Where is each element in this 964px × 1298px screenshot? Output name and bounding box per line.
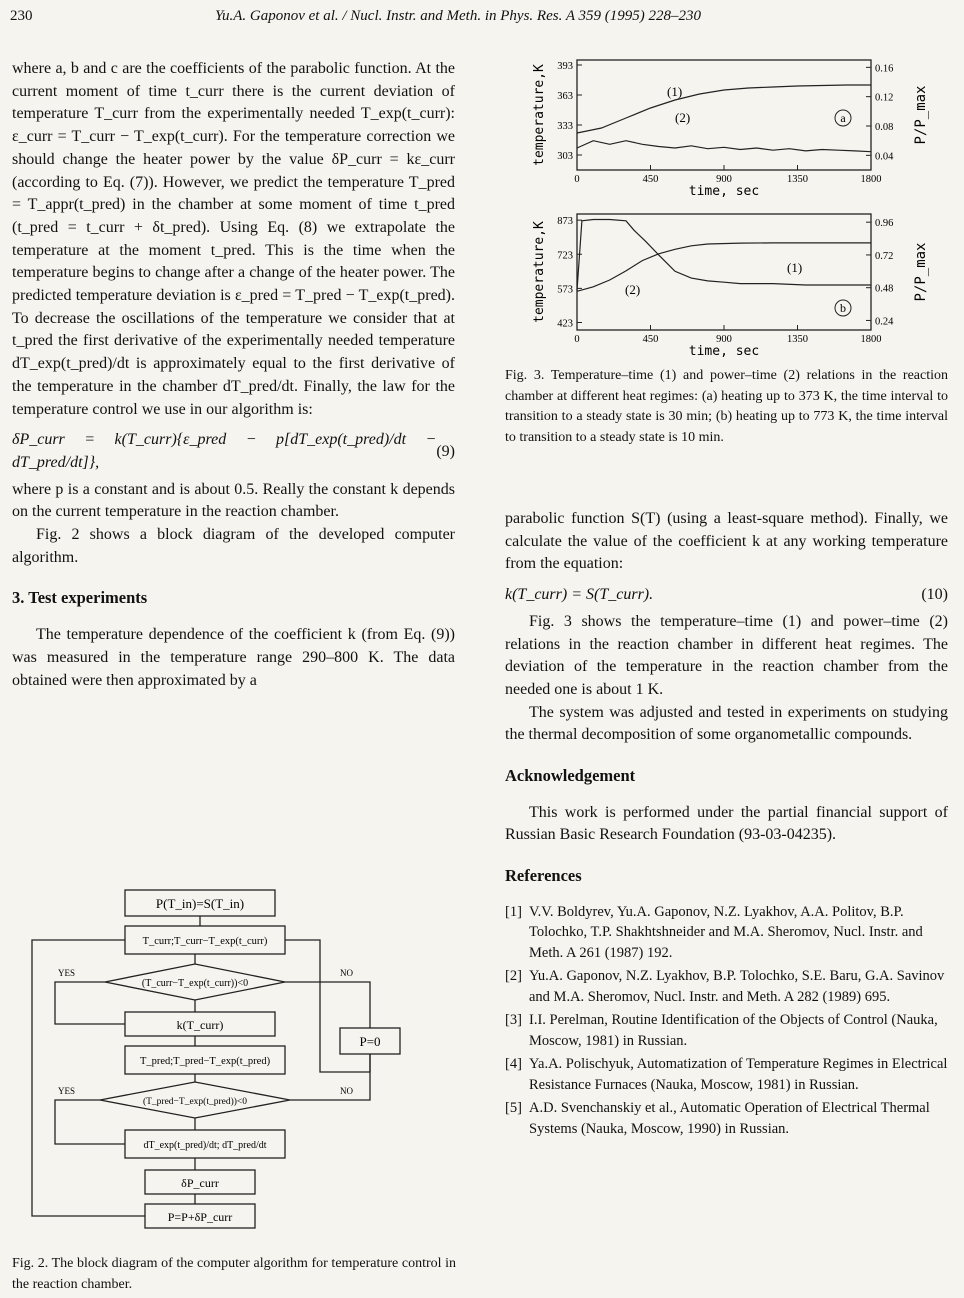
reference-list xyxy=(505,902,948,1140)
page-number: 230 xyxy=(10,8,33,24)
right-column xyxy=(505,508,948,1142)
running-header xyxy=(10,8,954,30)
y2-tick-label: 0.72 xyxy=(875,250,894,262)
y-axis-label: temperature,K xyxy=(532,221,547,323)
reference-item xyxy=(505,1054,948,1095)
x-tick-label: 1350 xyxy=(787,334,808,345)
y-tick-label: 573 xyxy=(557,284,573,296)
chart-figure xyxy=(505,52,955,364)
flow-label: P=P+δP_curr xyxy=(167,1210,233,1224)
flow-label: dT_exp(t_pred)/dt; dT_pred/dt xyxy=(143,1140,267,1151)
equation-number: (9) xyxy=(436,442,455,460)
plot-frame xyxy=(577,214,871,330)
series-line-1 xyxy=(577,243,871,291)
reference-text: Ya.A. Polischyuk, Automatization of Temperature Regimes in Electrical Resistance Furnaces (Nauka, Moscow, 1981) in Russian. xyxy=(529,1056,948,1093)
section-heading: Acknowledgement xyxy=(505,766,636,786)
paragraph: Fig. 2 shows a block diagram of the developed computer algorithm. xyxy=(12,526,455,566)
x-tick-label: 900 xyxy=(716,334,732,345)
x-tick-label: 1800 xyxy=(860,334,882,345)
no-label: NO xyxy=(340,968,353,978)
reference-text: Yu.A. Gaponov, N.Z. Lyakhov, B.P. Tolochko, S.E. Baru, G.A. Savinov and M.A. Sheromov, Nucl. Instr. and Meth. A 282 (1989) 695. xyxy=(529,968,945,1005)
no-label: NO xyxy=(340,1086,353,1096)
x-tick-label: 0 xyxy=(574,334,580,345)
y-tick-label: 723 xyxy=(557,250,573,262)
y-tick-label: 873 xyxy=(557,216,573,228)
panel-tag: a xyxy=(840,111,846,125)
flow-label: (T_pred−T_exp(t_pred))<0 xyxy=(142,1097,248,1107)
paragraph: parabolic function S(T) (using a least-square method). Finally, we calculate the value of the coefficient k at any working temperature from the equation: xyxy=(505,510,948,573)
y2-tick-label: 0.96 xyxy=(875,218,894,230)
reference-number: [5] xyxy=(505,1100,522,1117)
yes-label: YES xyxy=(58,1086,76,1096)
y-tick-label: 393 xyxy=(557,61,573,72)
reference-text: A.D. Svenchanskiy et al., Automatic Operation of Electrical Thermal Systems (Nauka, Moscow, 1990) in Russian. xyxy=(529,1100,930,1137)
reference-item xyxy=(505,966,948,1007)
reference-number: [3] xyxy=(505,1012,522,1029)
flow-label: k(T_curr) xyxy=(176,1018,224,1032)
flow-label: (T_curr−T_exp(t_curr))<0 xyxy=(141,978,249,989)
reference-item xyxy=(505,1098,948,1139)
flow-label: T_curr;T_curr−T_exp(t_curr) xyxy=(142,936,268,947)
paragraph: The system was adjusted and tested in experiments on studying the thermal decomposition of some organometallic compounds. xyxy=(505,703,948,744)
y-axis-label: temperature,K xyxy=(532,64,547,166)
equation-number: (10) xyxy=(921,586,948,604)
equation-10 xyxy=(505,584,948,607)
fig3-caption: Fig. 3. Temperature–time (1) and power–time (2) relations in the reaction chamber at different heat regimes: (a) heating up to 373 K, the time interval to transition to a steady state is 30 min; (b) heating up to 773 K, the time interval to transition to a steady state is 10 min. xyxy=(505,368,948,445)
section-heading: 3. Test experiments xyxy=(12,588,148,608)
series-label: (1) xyxy=(787,260,803,275)
y-tick-label: 303 xyxy=(557,151,573,162)
y2-tick-label: 0.16 xyxy=(875,63,894,75)
x-axis-label: time, sec xyxy=(688,184,760,199)
flow-label: P=0 xyxy=(359,1034,381,1049)
y2-tick-label: 0.48 xyxy=(875,283,894,295)
panel-tag: b xyxy=(840,301,846,315)
x-axis-label: time, sec xyxy=(688,344,760,359)
y2-tick-label: 0.24 xyxy=(875,316,894,328)
paragraph: where a, b and c are the coefficients of the parabolic function. At the current moment of time t_curr there is the current deviation of temperature T_curr from the experimentally needed T_exp(t_curr): ε_curr = T_curr − T_exp(t_curr). For the temperature correction we should change the heater power by the value δP_curr = kε_curr (according to Eq. (7)). However, we predict the temperature T_pred = T_appr(t_pred) in the chamber at some moment of time t_pred (t_pred = t_curr + δt_pred). Using Eq. (8) we extrapolate the temperature at the moment t_pred. This is the time when the temperature begins to change after a change of the heater power. The predicted temperature deviation is ε_pred = T_pred − T_exp(t_pred). To decrease the oscillations of the temperature we consider that at t_pred the first derivative of the experimentally needed temperature dT_exp(t_pred)/dt is approximately equal to the first derivative of the temperature in the chamber dT_pred/dt. Finally, the law for the temperature control we use in our algorithm is: xyxy=(12,60,455,418)
x-tick-label: 450 xyxy=(642,174,659,185)
left-column xyxy=(12,58,455,692)
y2-axis-label: P/P_max xyxy=(913,242,929,302)
paragraph: This work is performed under the partial financial support of Russian Basic Research Foundation (93-03-04235). xyxy=(505,803,948,844)
y-tick-label: 333 xyxy=(557,121,573,132)
y-tick-label: 423 xyxy=(557,318,573,330)
journal-citation: Yu.A. Gaponov et al. / Nucl. Instr. and Meth. in Phys. Res. A 359 (1995) 228–230 xyxy=(215,8,701,24)
reference-item xyxy=(505,902,948,964)
y2-tick-label: 0.08 xyxy=(875,122,894,133)
series-label: (2) xyxy=(625,282,641,297)
x-tick-label: 1800 xyxy=(860,174,882,185)
yes-label: YES xyxy=(58,968,76,978)
y2-axis-label: P/P_max xyxy=(913,85,929,145)
section-heading: References xyxy=(505,866,582,886)
paragraph: The temperature dependence of the coefficient k (from Eq. (9)) was measured in the temperature range 290–800 K. The data obtained were then approximated by a xyxy=(12,626,455,689)
paragraph: where p is a constant and is about 0.5. Really the constant k depends on the current temperature in the reaction chamber. xyxy=(12,480,455,521)
reference-number: [1] xyxy=(505,903,522,920)
series-label: (1) xyxy=(667,84,683,99)
y2-tick-label: 0.04 xyxy=(875,151,894,163)
paragraph: Fig. 3 shows the temperature–time (1) and power–time (2) relations in the reaction chamber in different heat regimes. The deviation of the temperature in the reaction chamber from the needed one is about 1 K. xyxy=(505,612,948,698)
flow-label: T_pred;T_pred−T_exp(t_pred) xyxy=(139,1056,271,1067)
equation-text: k(T_curr) = S(T_curr). xyxy=(505,586,654,604)
reference-item xyxy=(505,1010,948,1051)
y2-tick-label: 0.12 xyxy=(875,92,894,104)
series-label: (2) xyxy=(675,110,691,125)
x-tick-label: 900 xyxy=(716,174,732,185)
equation-text: δP_curr = k(T_curr){ε_pred − p[dT_exp(t_pred)/dt − dT_pred/dt]}, xyxy=(12,431,437,471)
x-tick-label: 450 xyxy=(642,334,659,345)
fig2-caption: Fig. 2. The block diagram of the computer algorithm for temperature control in the reaction chamber. xyxy=(12,1256,456,1292)
reference-text: I.I. Perelman, Routine Identification of the Objects of Control (Nauka, Moscow, 1981) in Russian. xyxy=(529,1012,938,1049)
reference-number: [2] xyxy=(505,968,522,985)
flow-label: δP_curr xyxy=(181,1176,219,1190)
x-tick-label: 0 xyxy=(574,174,580,185)
flow-label: P(T_in)=S(T_in) xyxy=(155,896,245,911)
reference-number: [4] xyxy=(505,1056,522,1073)
series-line-1 xyxy=(577,85,871,133)
reference-text: V.V. Boldyrev, Yu.A. Gaponov, N.Z. Lyakhov, A.A. Politov, B.P. Tolochko, T.P. Shakhtshneider and M.A. Sheromov, Nucl. Instr. and Meth. A 261 (1987) 192. xyxy=(529,903,923,961)
equation-9 xyxy=(12,429,455,474)
flowchart-figure xyxy=(20,880,460,1232)
series-line-2 xyxy=(577,141,871,152)
x-tick-label: 1350 xyxy=(787,174,808,185)
plot-frame xyxy=(577,60,871,170)
series-line-2 xyxy=(577,220,871,291)
y-tick-label: 363 xyxy=(557,91,573,102)
